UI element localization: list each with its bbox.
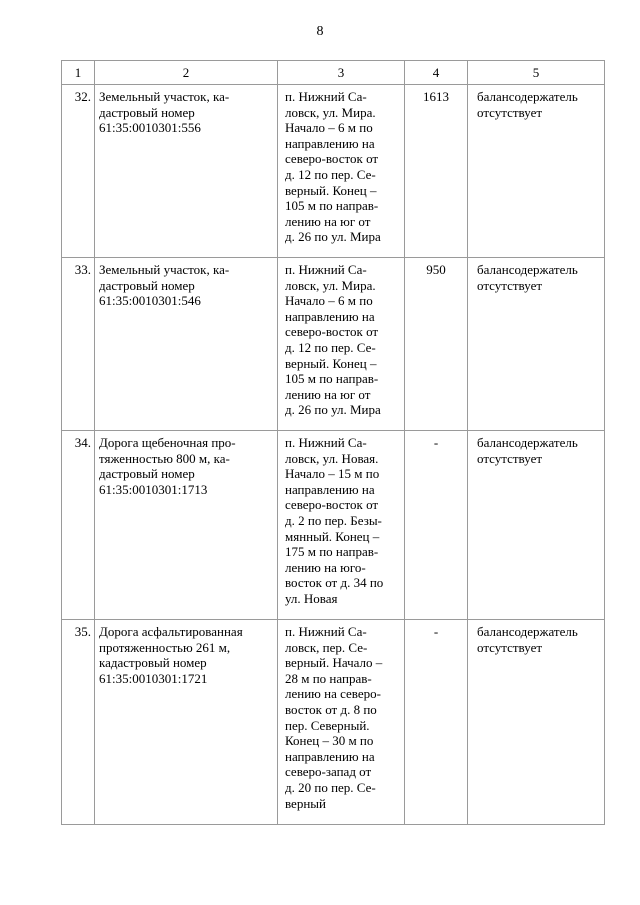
object-line: Земельный участок, ка- [99,262,230,277]
object-line: кадастровый номер [99,655,207,671]
object-line: протяженностью 261 м, [99,639,231,655]
object-line: тяженностью 800 м, ка- [99,450,230,466]
header-col-5: 5 [468,61,605,85]
property-register-table [61,60,605,825]
address-line: д. 26 по ул. Мира [285,402,381,418]
address-line: Начало – 15 м по [285,466,380,482]
owner-line: балансодержатель [477,624,578,639]
table-row [62,620,605,825]
address-line: ловск, ул. Мира. [285,104,376,120]
object-line: 61:35:0010301:556 [99,120,201,136]
address-line: д. 26 по ул. Мира [285,229,381,245]
balance-holder [468,620,605,825]
object-description [95,620,278,825]
address-line: направлению на [285,748,375,764]
address-line: верный. Конец – [285,355,377,371]
object-line: 61:35:0010301:1713 [99,481,208,497]
object-line: дастровый номер [99,104,195,120]
object-address [278,85,405,258]
address-line: северо-восток от [285,151,379,167]
address-line: лению на юг от [285,213,371,229]
balance-holder [468,431,605,620]
address-line: Начало – 6 м по [285,120,373,136]
address-line: Конец – 30 м по [285,733,374,749]
owner-line: отсутствует [477,450,543,466]
address-line: пер. Северный. [285,717,370,733]
address-line: д. 20 по пер. Се- [285,779,376,795]
address-line: направлению на [285,308,375,324]
object-address [278,620,405,825]
object-area: 1613 [405,85,468,258]
object-line: дастровый номер [99,277,195,293]
header-col-4: 4 [405,61,468,85]
address-line: верный [285,795,326,811]
address-line: 105 м по направ- [285,371,379,387]
object-line: Дорога щебеночная про- [99,435,236,450]
address-line: ул. Новая [285,590,338,606]
address-line: северо-восток от [285,497,379,513]
object-line: Дорога асфальтированная [99,624,243,639]
owner-line: отсутствует [477,277,543,293]
owner-line: балансодержатель [477,435,578,450]
address-line: п. Нижний Са- [285,262,367,277]
object-description [95,431,278,620]
owner-line: отсутствует [477,639,543,655]
object-line: 61:35:0010301:546 [99,293,201,309]
row-number: 33. [62,258,95,431]
owner-line: отсутствует [477,104,543,120]
address-line: ловск, ул. Новая. [285,450,379,466]
table-row [62,85,605,258]
address-line: верный. Конец – [285,182,377,198]
object-address [278,431,405,620]
address-line: северо-восток от [285,324,379,340]
address-line: ловск, пер. Се- [285,639,368,655]
page-number: 8 [316,24,324,39]
table-row [62,258,605,431]
address-line: Начало – 6 м по [285,293,373,309]
object-area: - [405,431,468,620]
owner-line: балансодержатель [477,89,578,104]
address-line: северо-запад от [285,764,372,780]
owner-line: балансодержатель [477,262,578,277]
address-line: лению на юг от [285,386,371,402]
address-line: п. Нижний Са- [285,435,367,450]
object-line: Земельный участок, ка- [99,89,230,104]
table-row [62,431,605,620]
object-line: дастровый номер [99,466,195,482]
address-line: 28 м по направ- [285,670,372,686]
address-line: направлению на [285,135,375,151]
object-address [278,258,405,431]
row-number: 35. [62,620,95,825]
header-col-1: 1 [62,61,95,85]
balance-holder [468,85,605,258]
address-line: 105 м по направ- [285,198,379,214]
address-line: 175 м по направ- [285,544,379,560]
object-line: 61:35:0010301:1721 [99,670,208,686]
object-area: 950 [405,258,468,431]
address-line: верный. Начало – [285,655,383,671]
header-col-2: 2 [95,61,278,85]
address-line: п. Нижний Са- [285,89,367,104]
address-line: направлению на [285,481,375,497]
address-line: мянный. Конец – [285,528,380,544]
object-area: - [405,620,468,825]
object-description [95,85,278,258]
address-line: лению на северо- [285,686,381,702]
address-line: д. 2 по пер. Безы- [285,512,382,528]
address-line: п. Нижний Са- [285,624,367,639]
object-description [95,258,278,431]
table-header-row [62,61,605,85]
address-line: лению на юго- [285,559,366,575]
address-line: ловск, ул. Мира. [285,277,376,293]
row-number: 34. [62,431,95,620]
address-line: д. 12 по пер. Се- [285,339,376,355]
address-line: д. 12 по пер. Се- [285,166,376,182]
row-number: 32. [62,85,95,258]
header-col-3: 3 [278,61,405,85]
balance-holder [468,258,605,431]
address-line: восток от д. 34 по [285,575,384,591]
address-line: восток от д. 8 по [285,701,377,717]
